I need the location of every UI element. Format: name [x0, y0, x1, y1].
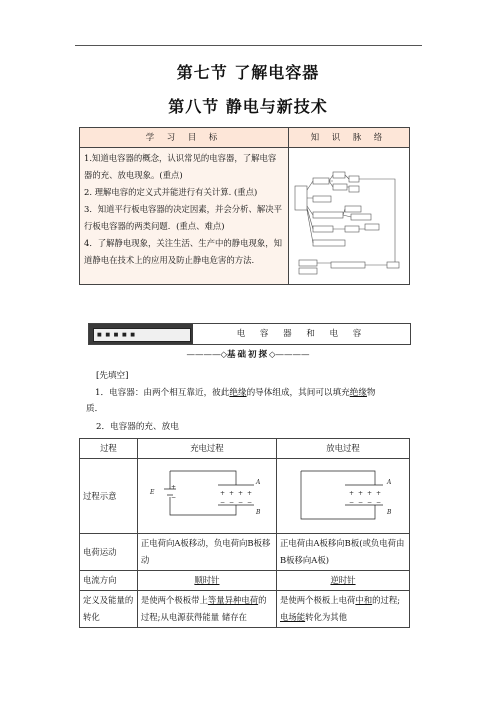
plate-a-label: A	[255, 479, 261, 486]
svg-text:−: −	[246, 499, 252, 506]
charging-motion: 正电荷向A板移动，负电荷向B板移动	[137, 534, 276, 571]
fill-item-1	[86, 386, 416, 398]
plate-b-label: B	[255, 509, 261, 516]
svg-text:+: +	[376, 490, 382, 497]
banner-right-rule: ◇————	[269, 350, 310, 360]
svg-text:−: −	[358, 499, 364, 506]
discharging-current-value: 逆时针	[330, 575, 356, 585]
svg-text:−: −	[219, 499, 225, 506]
objective-item: 1.知道电容器的概念，认识常见的电容器，了解电容器的充、放电现象。(重点)	[84, 153, 277, 180]
svg-text:+: +	[367, 490, 373, 497]
objective-item: 3．知道平行板电容器的决定因素，并会分析、解决平行板电容器的两类问题．(重点、难点)	[84, 204, 282, 231]
svg-text:+: +	[228, 490, 234, 497]
svg-text:+: +	[219, 490, 225, 497]
discharging-definition	[277, 591, 410, 628]
section-header-badge	[89, 324, 193, 344]
svg-text:−: −	[170, 494, 176, 501]
charging-def-a: 是使两个极板带上	[140, 595, 208, 605]
row-label-definition: 定义及能量的转化	[80, 591, 138, 628]
section-header-dots: ■ ■ ■ ■ ■	[97, 332, 136, 338]
discharging-def-c: 转化为其他	[305, 612, 347, 622]
charge-discharge-table	[79, 438, 410, 628]
svg-text:−: −	[367, 499, 373, 506]
objectives-header: 学 习 目 标	[80, 128, 289, 148]
fill-item-1-cont: 质．	[86, 404, 104, 414]
fill-item-1-part-a: 1．电容器：由两个相互靠近，彼此	[95, 388, 230, 398]
discharging-def-b: 的过程;	[372, 595, 401, 605]
objective-item: 4．了解静电现象，关注生活、生产中的静电现象，知道静电在技术上的应用及防止静电危害的方法.	[84, 238, 282, 265]
section-header	[88, 323, 411, 345]
charging-current-value: 顺时针	[194, 575, 220, 585]
discharging-motion: 正电荷由A板移向B板(或负电荷由B板移向A板)	[277, 534, 410, 571]
banner-left-rule: ————◇	[186, 350, 227, 360]
plate-a-label: A	[387, 479, 392, 486]
discharging-circuit-diagram	[279, 461, 407, 525]
discharging-def-blank-1: 中和	[355, 595, 373, 605]
row-label-motion: 电荷运动	[80, 534, 138, 571]
fill-label: [先填空]	[96, 371, 129, 381]
svg-text:−: −	[376, 499, 382, 506]
plate-b-label: B	[387, 509, 392, 516]
knowledge-header: 知 识 脉 络	[289, 128, 410, 148]
banner-label: 基础初探	[226, 350, 269, 360]
svg-text:−: −	[349, 499, 355, 506]
discharging-diagram-cell	[277, 459, 410, 534]
charging-diagram-cell	[137, 459, 276, 534]
discharging-current	[277, 571, 410, 591]
discharging-def-blank-2: 电场能	[280, 612, 306, 622]
svg-text:+: +	[349, 490, 355, 497]
svg-text:+: +	[246, 490, 252, 497]
objective-item: 2. 理解电容的定义式并能进行有关计算. (重点)	[84, 187, 258, 197]
battery-label: E	[149, 489, 155, 496]
section-header-title: 电 容 器 和 电 容	[236, 329, 368, 339]
section-title-1: 第七节 了解电容器	[176, 63, 320, 82]
fill-item-2: 2．电容器的充、放电	[96, 422, 179, 432]
charging-circuit-diagram	[140, 461, 268, 525]
svg-text:+: +	[237, 490, 243, 497]
fill-item-1-part-b: 的导体组成，其间可以填充	[246, 388, 350, 398]
charging-current	[137, 571, 276, 591]
col-header-charging: 充电过程	[137, 439, 276, 459]
section-header-badge-inner	[93, 328, 191, 342]
svg-text:−: −	[228, 499, 234, 506]
col-header-discharging: 放电过程	[277, 439, 410, 459]
charging-definition	[137, 591, 276, 628]
knowledge-map-cell	[289, 148, 410, 285]
charging-def-b: 的过程;从电源获得能量 储存在	[140, 595, 267, 622]
fill-item-1-part-c: 物	[366, 388, 376, 398]
row-label-current: 电流方向	[80, 571, 138, 591]
row-label-diagram: 过程示意	[80, 459, 138, 534]
svg-text:+: +	[358, 490, 364, 497]
learning-objectives-table	[79, 127, 410, 285]
basics-banner	[0, 348, 496, 360]
col-header-process: 过程	[80, 439, 138, 459]
fill-blank-insulated-1: 绝缘	[229, 388, 247, 398]
knowledge-map-diagram	[291, 150, 407, 276]
fill-blank-insulated-2: 绝缘	[349, 388, 367, 398]
charging-def-blank: 等量异种电荷	[207, 595, 259, 605]
discharging-def-a: 是使两个极板上电荷	[280, 595, 356, 605]
objectives-list	[80, 148, 289, 285]
section-title-2: 第八节 静电与新技术	[168, 97, 328, 116]
svg-text:+: +	[170, 484, 176, 491]
svg-text:−: −	[237, 499, 243, 506]
top-rule	[75, 45, 422, 46]
